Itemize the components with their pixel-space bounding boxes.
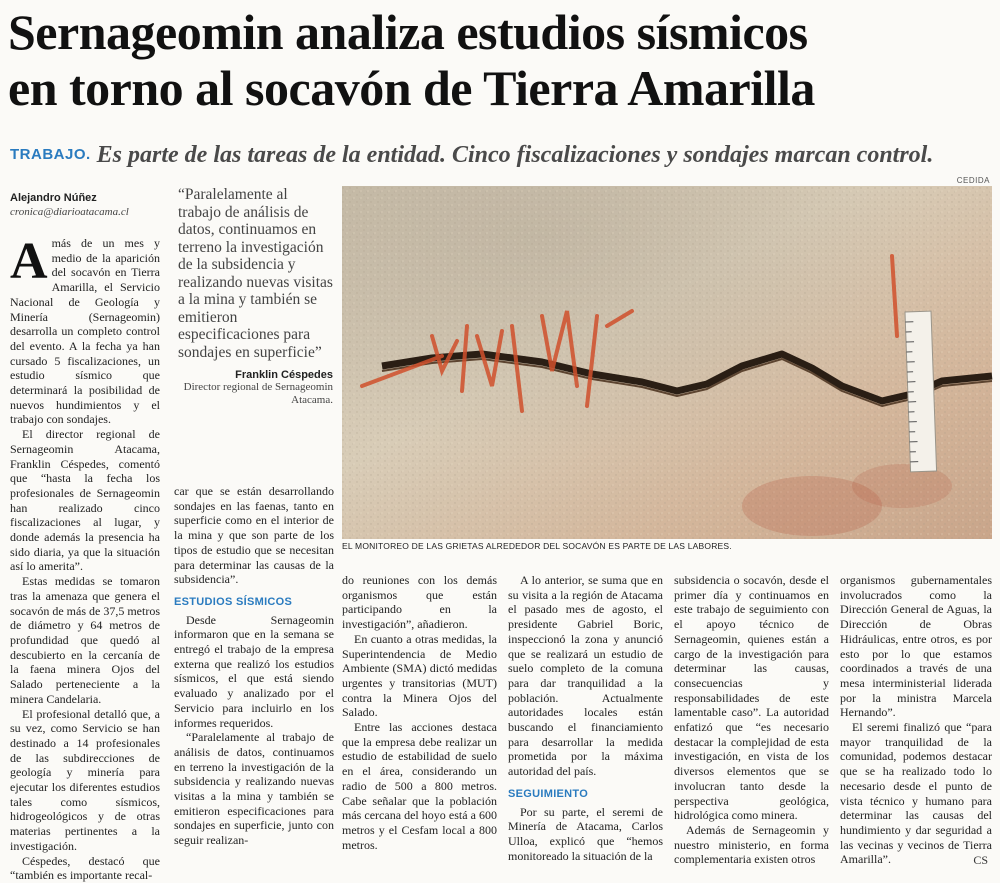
byline-email[interactable]: cronica@diarioatacama.cl: [10, 206, 170, 218]
paragraph: El director regional de Sernageomin Atacama, Franklin Céspedes, comentó que “hasta la fecha los profesionales de Sernageomin han realizado cinco fiscalizaciones al lugar, y donde además la presencia ha sido diaria, ya que la situación así lo amerita”.: [10, 427, 160, 574]
byline-author: Alejandro Núñez: [10, 192, 170, 204]
photo-caption: EL MONITOREO DE LAS GRIETAS ALREDEDOR DEL SOCAVÓN ES PARTE DE LAS LABORES.: [342, 541, 992, 551]
paragraph: Además de Sernageomin y nuestro ministerio, en forma complementaria existen otros: [674, 823, 829, 867]
paragraph: organismos gubernamentales involucrados como la Dirección General de Aguas, la Dirección de Obras Hidráulicas, entre otros, es por esto por lo que estamos coordinados a través de una mesa interministerial liderada por la ministra Marcela Hernando”.: [840, 573, 992, 720]
paragraph: El profesional detalló que, a su vez, como Servicio se han destinado a 14 profesionales de las subdirecciones de geología y minería para ejecutar los diferentes estudios tales como sísmicos, hidrogeológicos y de otras materias pertinentes a la investigación.: [10, 707, 160, 854]
crack-photo: [342, 186, 992, 539]
article-column-5: [674, 573, 829, 867]
pull-quote-name: Franklin Céspedes: [178, 369, 333, 381]
paragraph: car que se están desarrollando sondajes en las faenas, tanto en superficie como en el interior de la mina y que son parte de los tipos de estudio que se necesitan para determinar las causas de la subsidencia”.: [174, 484, 334, 587]
article-column-6: [840, 573, 992, 867]
paragraph: En cuanto a otras medidas, la Superintendencia de Medio Ambiente (SMA) dictó medidas urgentes y transitorias (MUT) contra la Minera Ojos del Salado.: [342, 632, 497, 720]
paragraph: do reuniones con los demás organismos que están participando en la investigación”, añadieron.: [342, 573, 497, 632]
paragraph: Céspedes, destacó que “también es importante recal-: [10, 854, 160, 883]
headline-line-2: en torno al socavón de Tierra Amarilla: [8, 60, 993, 116]
subhead-seguimiento: SEGUIMIENTO: [508, 787, 663, 802]
article-column-1: [10, 236, 160, 883]
paragraph: “Paralelamente al trabajo de análisis de datos, continuamos en terreno la investigación de la subsidencia y realizando nuevas visitas a la mina y también se emitieron especificaciones para sondajes en superficie, junto con seguir realizan-: [174, 730, 334, 848]
pull-quote-text: “Paralelamente al trabajo de análisis de datos, continuamos en terreno la investigación de la subsidencia y realizando nuevas visitas a la mina y también se emitieron especificaciones para sondajes en superficie”: [178, 186, 333, 361]
paragraph: subsidencia o socavón, desde el primer día y continuamos en este trabajo de seguimiento con el apoyo técnico de Sernageomin, quienes están a cargo de la investigación para determinar las causas, consecuencias y responsabilidades de este lamentable caso”. La autoridad enfatizó que “es necesario destacar la complejidad de esta investigación, en vista de los diversos elementos que se involucran tanto desde la perspectiva geológica, hidrológica como minera.: [674, 573, 829, 823]
headline-line-1: Sernageomin analiza estudios sísmicos: [8, 4, 993, 60]
drop-cap: A: [10, 240, 48, 284]
pull-quote: [178, 186, 333, 407]
article-column-3: [342, 573, 497, 852]
headline: [8, 4, 993, 116]
dek-text: Es parte de las tareas de la entidad. Cinco fiscalizaciones y sondajes marcan control.: [97, 142, 934, 168]
paragraph: Estas medidas se tomaron tras la amenaza que genera el socavón de más de 37,5 metros de diámetro y 64 metros de profundidad que quedó al descubierto en la cercanía de la faena minera Ojos del Salado perteneciente a la minera Candelaria.: [10, 574, 160, 706]
article-column-4: [508, 573, 663, 863]
paragraph: Amás de un mes y medio de la aparición del socavón en Tierra Amarilla, el Servicio Nacional de Geología y Minería (Sernageomin) desarrolla un completo control del evento. A la fecha ya han cursado 5 fiscalizaciones, un estudio sísmico que determinará la posibilidad de nuevos hundimientos y el trabajo con sondajes.: [10, 236, 160, 427]
photo-credit: CEDIDA: [957, 176, 990, 185]
paragraph: Por su parte, el seremi de Minería de Atacama, Carlos Ulloa, explicó que “hemos monitoreado la situación de la: [508, 805, 663, 864]
paragraph: El seremi finalizó que “para mayor tranquilidad de la comunidad, podemos destacar que se ha realizado todo lo necesario desde el punto de vista técnico y humano para determinar las causas del hundimiento y dar seguridad a las vecinas y vecinos de Tierra Amarilla”.: [840, 720, 992, 867]
subhead-estudios-sismicos: ESTUDIOS SÍSMICOS: [174, 595, 334, 610]
paragraph: Entre las acciones destaca que la empresa debe realizar un estudio de estabilidad de suelo en el área, considerando un radio de 500 a 800 metros. Cabe señalar que la población más cercana del hoyo está a 600 metros y el Cesfam local a 800 metros.: [342, 720, 497, 852]
article-column-2: [174, 484, 334, 848]
pull-quote-role: Director regional de Sernageomin Atacama.: [178, 381, 333, 407]
paragraph: Desde Sernageomin informaron que en la semana se entregó el trabajo de la empresa externa que realizó los estudios sísmicos, el que está siendo evaluado y analizado por el Servicio para incluirlo en los informes requeridos.: [174, 613, 334, 731]
byline: [10, 192, 170, 218]
dek: [10, 140, 995, 170]
paragraph: A lo anterior, se suma que en su visita a la región de Atacama el pasado mes de agosto, el presidente Gabriel Boric, inspeccionó la zona y anunció que se realizará un estudio de suelo completo de la comuna para dar tranquilidad a la población. Actualmente autoridades locales están buscando el financiamiento para desarrollar la medida prometida por la máxima autoridad del país.: [508, 573, 663, 779]
kicker-label: TRABAJO.: [10, 146, 91, 163]
author-end-mark: CS: [973, 853, 988, 868]
